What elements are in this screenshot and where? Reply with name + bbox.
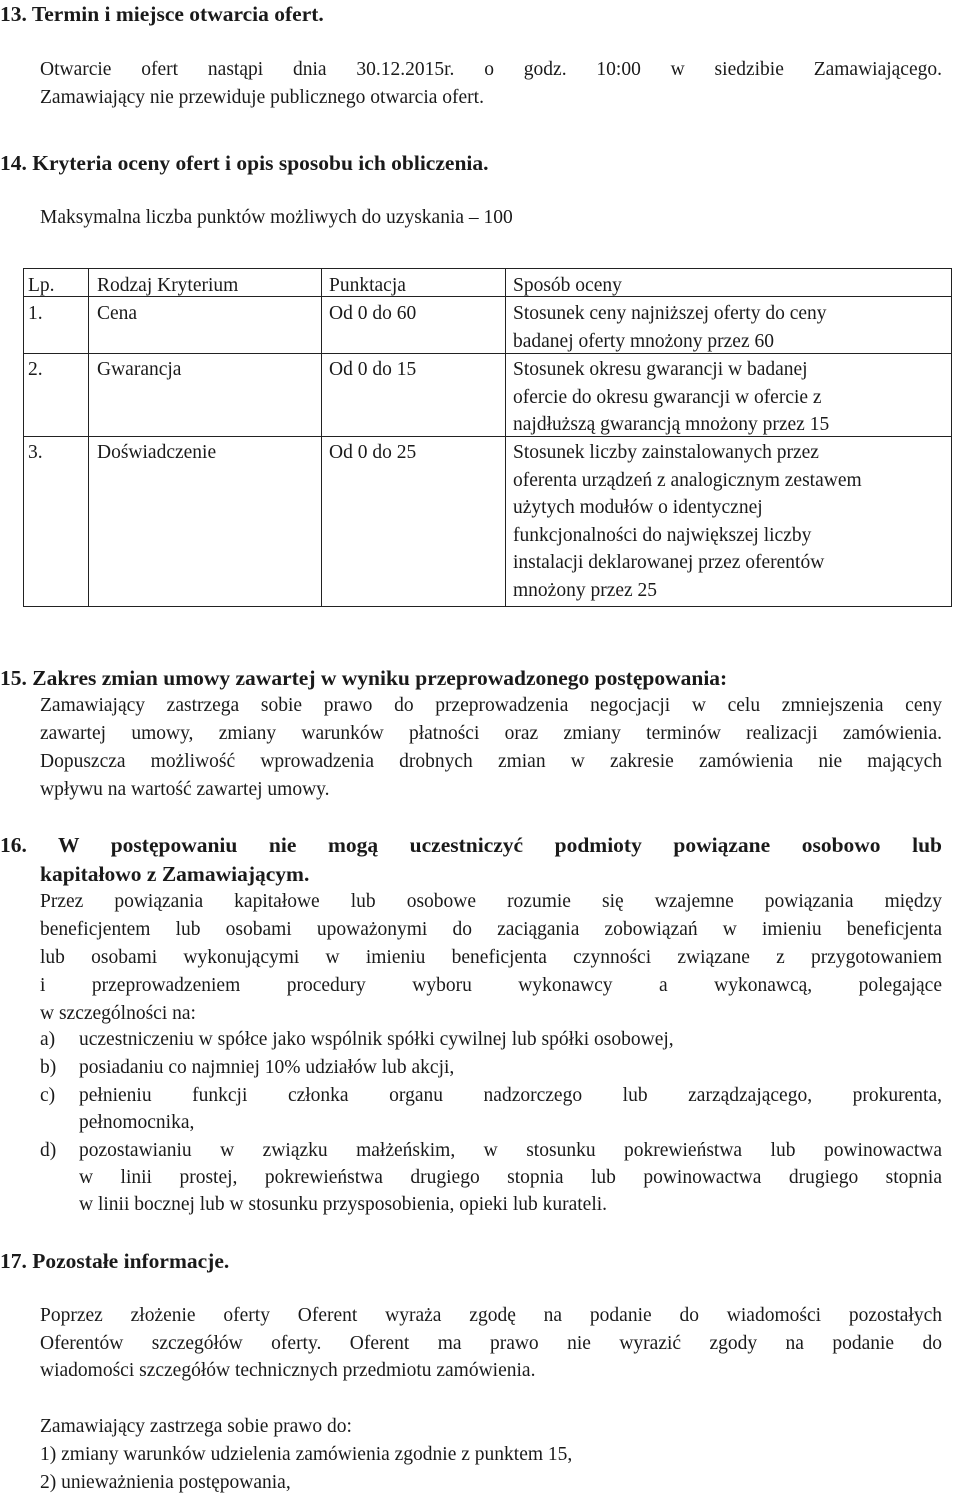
list-item-label: c) [40, 1085, 56, 1106]
section-16-line-2: beneficjentem lub osobami upoważonymi do zaciągania zobowiązań w imieniu beneficjenta [40, 919, 942, 940]
row-lp: 2. [28, 359, 43, 380]
list-item-text: pozostawianiu w związku małżeńskim, w stosunku pokrewieństwa lub powinowactwa [79, 1140, 942, 1161]
reserve-item: 2) unieważnienia postępowania, [40, 1472, 291, 1493]
section-17-line-3: wiadomości szczegółów technicznych przedmiotu zamówienia. [40, 1360, 536, 1381]
list-item-label: d) [40, 1140, 57, 1161]
section-15-heading: 15. Zakres zmian umowy zawartej w wyniku przeprowadzonego postępowania: [0, 666, 728, 690]
sposob-line: najdłuższą gwarancją mnożony przez 15 [513, 414, 830, 435]
section-17-line-2: Oferentów szczegółów oferty. Oferent ma prawo nie wyrazić zgody na podanie do [40, 1333, 942, 1354]
row-sposob [513, 300, 827, 355]
section-15-line-2: zawartej umowy, zmiany warunków płatności oraz zmiany terminów realizacji zamówienia. [40, 723, 942, 744]
header-kryterium: Rodzaj Kryterium [97, 275, 239, 296]
table-column-divider [321, 269, 322, 606]
section-17-heading: 17. Pozostałe informacje. [0, 1249, 230, 1273]
row-punktacja: Od 0 do 60 [329, 303, 417, 324]
row-kryterium: Doświadczenie [97, 442, 217, 463]
row-sposob [513, 439, 862, 604]
section-14-heading: 14. Kryteria oceny ofert i opis sposobu ich obliczenia. [0, 151, 489, 175]
sposob-line: funkcjonalności do największej liczby [513, 524, 812, 546]
row-punktacja: Od 0 do 25 [329, 442, 417, 463]
section-13-line-2: Zamawiający nie przewiduje publicznego otwarcia ofert. [40, 87, 484, 108]
list-item-text: uczestniczeniu w spółce jako wspólnik spółki cywilnej lub spółki osobowej, [79, 1029, 674, 1050]
list-item-label: b) [40, 1057, 57, 1078]
header-sposob: Sposób oceny [513, 275, 622, 296]
row-kryterium: Cena [97, 303, 138, 324]
row-lp: 3. [28, 442, 43, 463]
row-kryterium: Gwarancja [97, 359, 182, 380]
reserve-item: 1) zmiany warunków udzielenia zamówienia zgodnie z punktem 15, [40, 1444, 573, 1465]
sposob-line: Stosunek okresu gwarancji w badanej [513, 359, 808, 380]
list-item-label: a) [40, 1029, 56, 1050]
reserve-text: Zamawiający zastrzega sobie prawo do: [40, 1416, 352, 1437]
section-15-line-3: Dopuszcza możliwość wprowadzenia drobnych zmian w zakresie zamówienia nie mających [40, 751, 942, 772]
sposob-line: instalacji deklarowanej przez oferentów [513, 552, 825, 573]
sposob-line: badanej oferty mnożony przez 60 [513, 330, 774, 352]
header-punktacja: Punktacja [329, 275, 406, 296]
sposob-line: mnożony przez 25 [513, 579, 658, 601]
section-15-line-1: Zamawiający zastrzega sobie prawo do przeprowadzenia negocjacji w celu zmniejszenia ceny [40, 695, 942, 716]
table-column-divider [88, 269, 89, 606]
list-item-text: w linii prostej, pokrewieństwa drugiego stopnia lub powinowactwa drugiego stopnia [79, 1167, 942, 1188]
row-sposob [513, 356, 829, 439]
row-punktacja: Od 0 do 15 [329, 359, 417, 380]
sposob-line: ofercie do okresu gwarancji w ofercie z [513, 386, 822, 408]
max-points-text: Maksymalna liczba punktów możliwych do uzyskania – 100 [40, 207, 513, 228]
sposob-line: Stosunek ceny najniższej oferty do ceny [513, 303, 827, 324]
list-item-text: posiadaniu co najmniej 10% udziałów lub akcji, [79, 1057, 455, 1078]
section-16-line-4: i przeprowadzeniem procedury wyboru wykonawcy a wykonawcą, polegające [40, 975, 942, 996]
section-15-line-4: wpływu na wartość zawartej umowy. [40, 779, 330, 800]
section-13-heading: 13. Termin i miejsce otwarcia ofert. [0, 2, 324, 26]
list-item-text: pełnieniu funkcji członka organu nadzorczego lub zarządzającego, prokurenta, [79, 1085, 942, 1106]
criteria-table [23, 268, 952, 607]
section-16-line-5: w szczególności na: [40, 1003, 196, 1024]
section-17-line-1: Poprzez złożenie oferty Oferent wyraża zgodę na podanie do wiadomości pozostałych [40, 1305, 942, 1326]
section-16-heading-line-2: kapitałowo z Zamawiającym. [40, 862, 310, 886]
section-13-line-1: Otwarcie ofert nastąpi dnia 30.12.2015r. o godz. 10:00 w siedzibie Zamawiającego. [40, 59, 942, 80]
header-lp: Lp. [28, 275, 55, 296]
section-16-line-1: Przez powiązania kapitałowe lub osobowe rozumie się wzajemne powiązania między [40, 891, 942, 912]
list-item-text: pełnomocnika, [79, 1112, 195, 1133]
sposob-line: oferenta urządzeń z analogicznym zestawem [513, 469, 862, 491]
section-16-heading-line-1: 16. W postępowaniu nie mogą uczestniczyć podmioty powiązane osobowo lub [0, 833, 942, 857]
row-lp: 1. [28, 303, 43, 324]
list-item-text: w linii bocznej lub w stosunku przysposobienia, opieki lub kurateli. [79, 1194, 608, 1215]
sposob-line: użytych modułów o identycznej [513, 497, 763, 518]
sposob-line: Stosunek liczby zainstalowanych przez [513, 442, 819, 463]
table-column-divider [505, 269, 506, 606]
section-16-line-3: lub osobami wykonującymi w imieniu beneficjenta czynności związane z przygotowaniem [40, 947, 942, 968]
